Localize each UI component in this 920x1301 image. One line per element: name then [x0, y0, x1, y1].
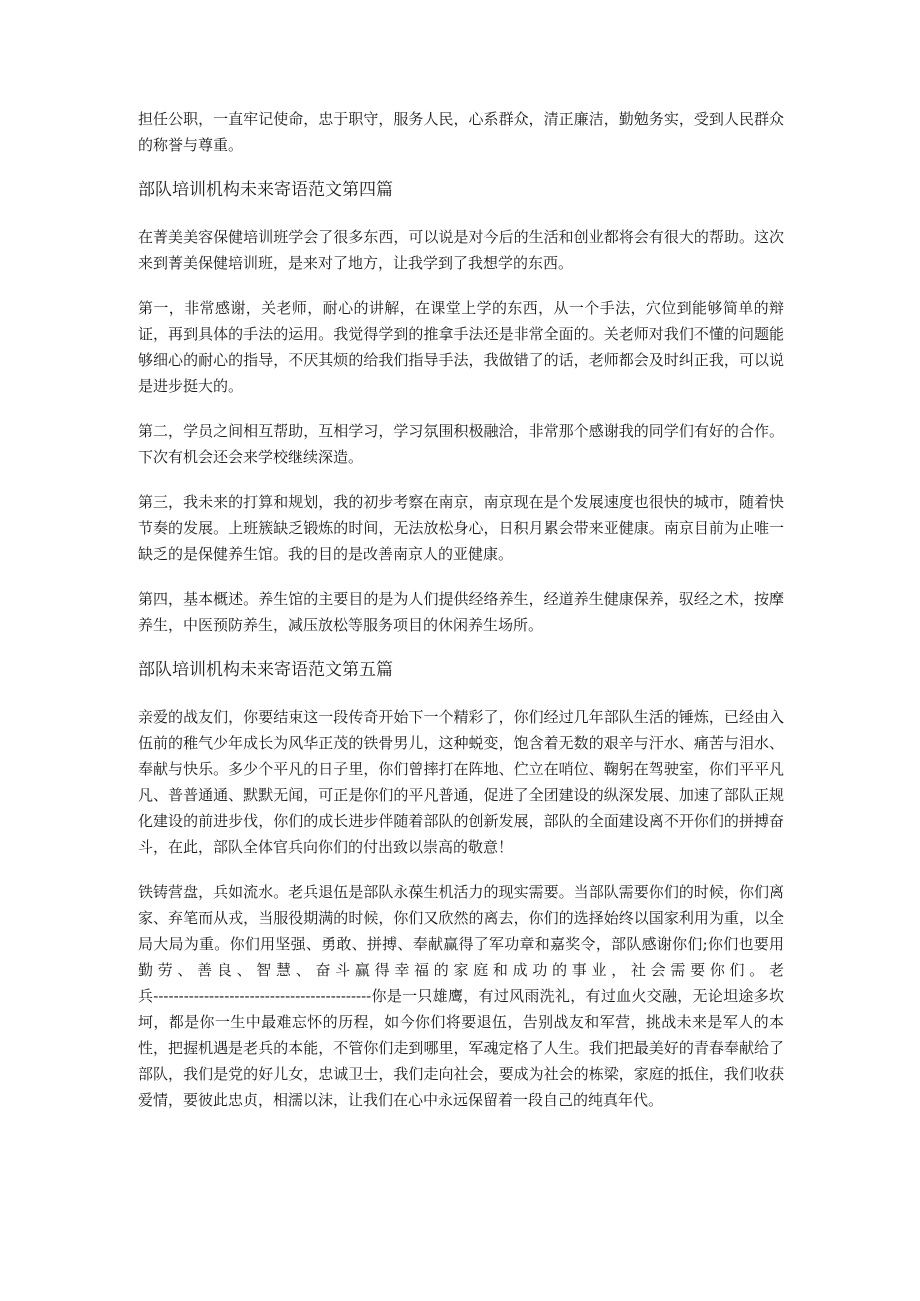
section-4-heading: 部队培训机构未来寄语范文第四篇: [138, 180, 393, 200]
section-4-paragraph-first: 第一，非常感谢，关老师，耐心的讲解，在课堂上学的东西，从一个手法，穴位到能够简单的辩证，再到具体的手法的运用。我觉得学到的推拿手法还是非常全面的。关老师对我们不懂的问题能够细心的耐心的指导，不厌其烦的给我们指导手法，我做错了的话，老师都会及时纠正我，可以说是进步挺大的。: [138, 299, 784, 395]
intro-paragraph: 担任公职，一直牢记使命，忠于职守，服务人民，心系群众，清正廉洁，勤勉务实，受到人民群众的称誉与尊重。: [138, 110, 784, 154]
section-4-paragraph-second: 第二，学员之间相互帮助，互相学习，学习氛围积极融洽，非常那个感谢我的同学们有好的合作。下次有机会还会来学校继续深造。: [138, 422, 784, 466]
section-5-paragraph-2: [138, 879, 784, 1113]
section-4-paragraph-third: 第三，我未来的打算和规划，我的初步考察在南京，南京现在是个发展速度也很快的城市，随着快节奏的发展。上班簇缺乏锻炼的时间，无法放松身心，日积月累会带来亚健康。南京目前为止唯一缺乏的是保健养生馆。我的目的是改善南京人的亚健康。: [138, 493, 784, 563]
dash-separator: -------------------------------------------: [153, 987, 372, 1005]
section-5-paragraph-2-part-1: 铁铸营盘，兵如流水。老兵退伍是部队永葆生机活力的现实需要。当部队需要你们的时候，你们离家、弃笔而从戎，当服役期满的时候，你们又欣然的离去，你们的选择始终以国家利用为重，以全局大局为重。你们用坚强、勇敢、拼搏、奉献赢得了军功章和嘉奖令，部队感谢你们;你们也要用勤劳、善良、智慧、奋斗赢得幸福的家庭和成功的事业，社会需要你们。老兵: [138, 883, 784, 1005]
section-5-paragraph-1: 亲爱的战友们，你要结束这一段传奇开始下一个精彩了，你们经过几年部队生活的锤炼，已经由入伍前的稚气少年成长为风华正茂的铁骨男儿，这种蜕变，饱含着无数的艰辛与汗水、痛苦与泪水、奉献与快乐。多少个平凡的日子里，你们曾摔打在阵地、伫立在哨位、鞠躬在驾驶室，你们平平凡凡、普普通通、默默无闻，可正是你们的平凡普通，促进了全团建设的纵深发展、加速了部队正规化建设的前进步伐，你们的成长进步伴随着部队的创新发展，部队的全面建设离不开你们的拼搏奋斗，在此，部队全体官兵向你们的付出致以崇高的敬意！: [138, 708, 784, 856]
section-5-heading: 部队培训机构未来寄语范文第五篇: [138, 660, 393, 680]
document-page: [138, 106, 784, 1132]
section-4-paragraph-fourth: 第四，基本概述。养生馆的主要目的是为人们提供经络养生，经道养生健康保养，驭经之术，按摩养生，中医预防养生，减压放松等服务项目的休闲养生场所。: [138, 590, 784, 634]
section-4-paragraph-intro: 在菁美美容保健培训班学会了很多东西，可以说是对今后的生活和创业都将会有很大的帮助。这次来到菁美保健培训班，是来对了地方，让我学到了我想学的东西。: [138, 228, 784, 272]
section-5-paragraph-2-part-2: 你是一只雄鹰，有过风雨洗礼，有过血火交融，无论坦途多坎坷，都是你一生中最难忘怀的历程，如今你们将要退伍，告别战友和军营，挑战未来是军人的本性，把握机遇是老兵的本能，不管你们走到哪里，军魂定格了人生。我们把最美好的青春奉献给了部队，我们是党的好儿女，忠诚卫士，我们走向社会，要成为社会的栋梁，家庭的抵住，我们收获爱情，要彼此忠贞，相濡以沫，让我们在心中永远保留着一段自己的纯真年代。: [138, 987, 784, 1109]
